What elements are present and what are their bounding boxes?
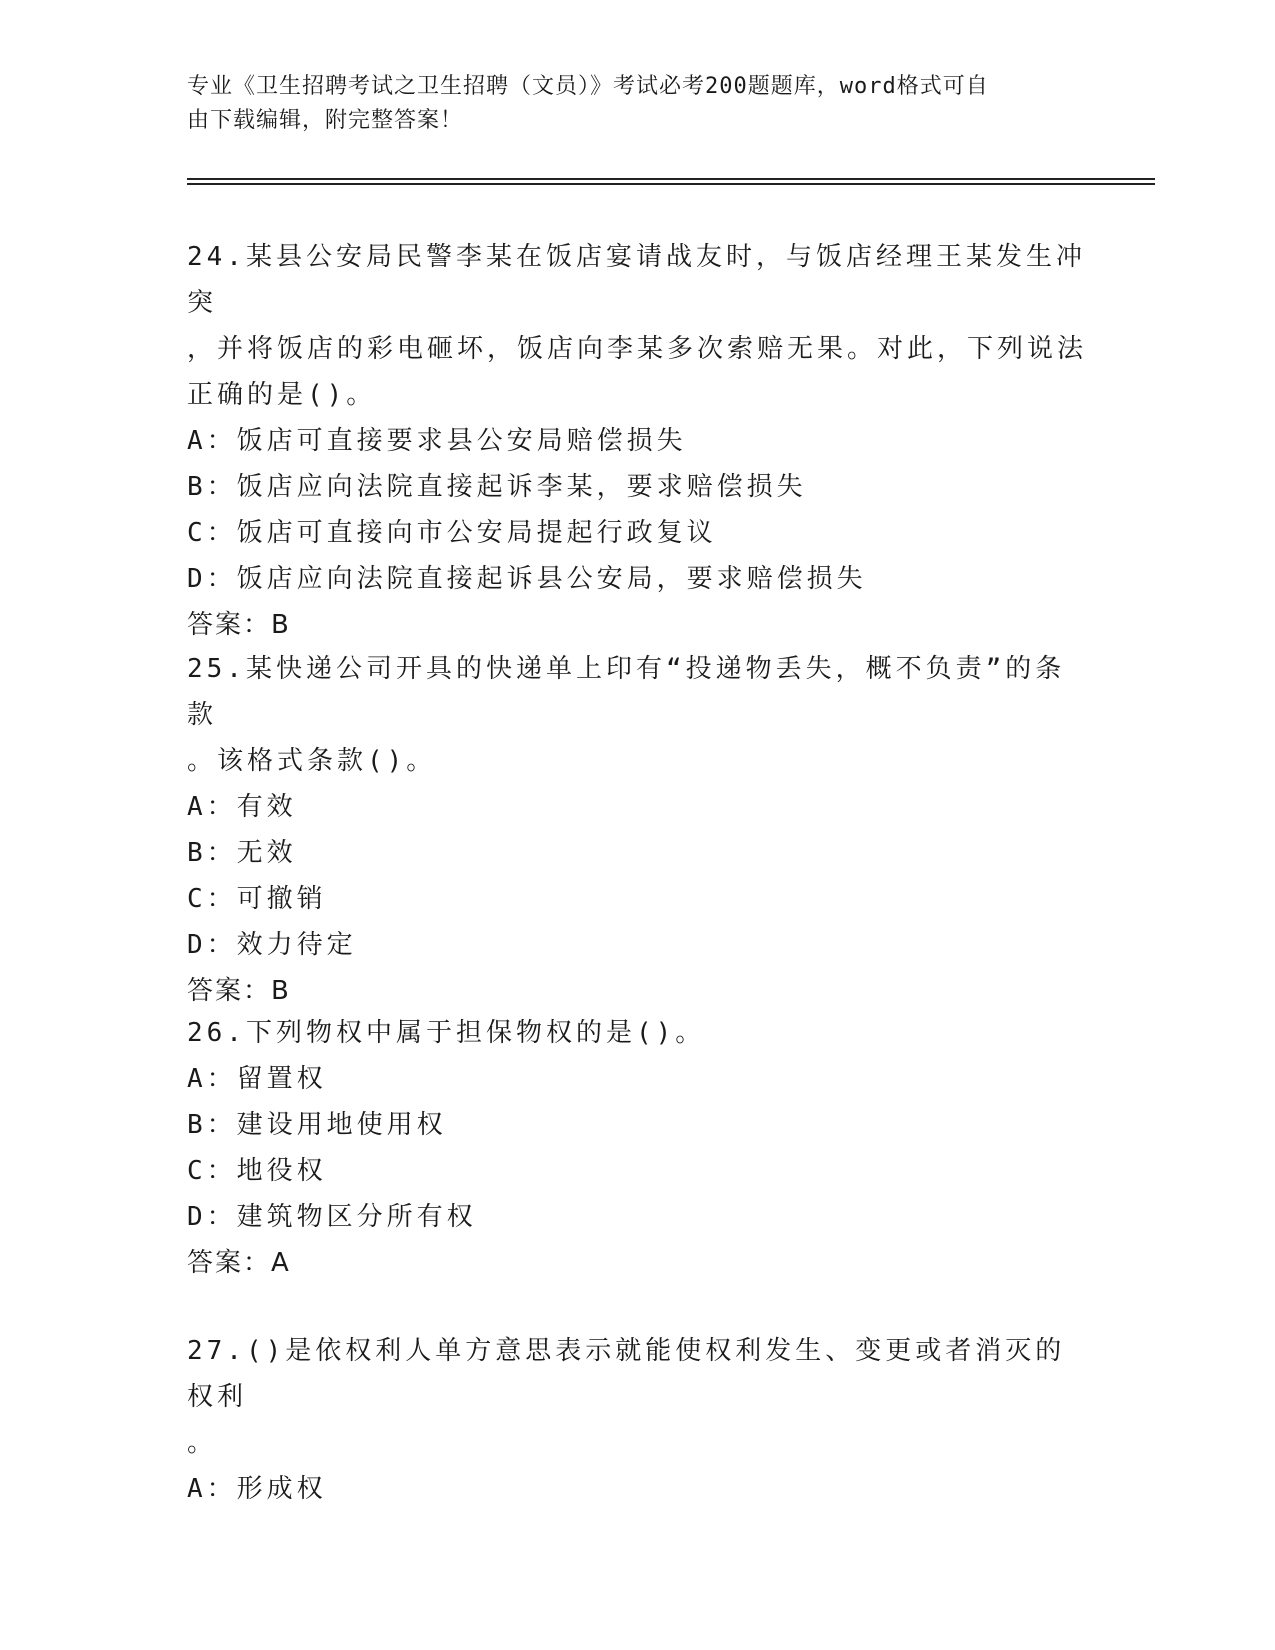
header-divider-bottom (187, 183, 1155, 185)
answer-line: 答案：A (187, 1248, 291, 1278)
question-stem-line: 26.下列物权中属于担保物权的是()。 (187, 1018, 706, 1048)
answer-line: 答案：B (187, 610, 291, 640)
option-c: C：饭店可直接向市公安局提起行政复议 (187, 518, 717, 548)
question-stem-line: 。该格式条款()。 (187, 746, 437, 776)
option-d: D：建筑物区分所有权 (187, 1202, 477, 1232)
header-divider-top (187, 178, 1155, 180)
question-stem-line: 25.某快递公司开具的快递单上印有“投递物丢失，概不负责”的条款 (187, 654, 1066, 730)
option-b: B：建设用地使用权 (187, 1110, 447, 1140)
question-25 (187, 646, 1087, 1014)
question-stem-line: 正确的是()。 (187, 380, 377, 410)
answer-line: 答案：B (187, 976, 291, 1006)
question-27 (187, 1328, 1087, 1512)
document-header (187, 70, 1067, 138)
option-d: D：效力待定 (187, 930, 357, 960)
question-stem-line: 24.某县公安局民警李某在饭店宴请战友时，与饭店经理王某发生冲突 (187, 242, 1086, 318)
option-a: A：饭店可直接要求县公安局赔偿损失 (187, 426, 687, 456)
question-26 (187, 1010, 1087, 1286)
header-line-1: 专业《卫生招聘考试之卫生招聘（文员）》考试必考200题题库，word格式可自 (187, 74, 989, 99)
question-stem-line: 27.()是依权利人单方意思表示就能使权利发生、变更或者消灭的权利 (187, 1336, 1066, 1412)
option-a: A：留置权 (187, 1064, 327, 1094)
question-24 (187, 234, 1087, 648)
option-c: C：地役权 (187, 1156, 327, 1186)
question-stem-line: ，并将饭店的彩电砸坏，饭店向李某多次索赔无果。对此，下列说法 (187, 334, 1088, 364)
option-b: B：无效 (187, 838, 297, 868)
option-c: C：可撤销 (187, 884, 327, 914)
option-a: A：有效 (187, 792, 297, 822)
header-line-2: 由下载编辑，附完整答案！ (187, 108, 464, 133)
option-b: B：饭店应向法院直接起诉李某，要求赔偿损失 (187, 472, 807, 502)
option-a: A：形成权 (187, 1474, 327, 1504)
option-d: D：饭店应向法院直接起诉县公安局，要求赔偿损失 (187, 564, 867, 594)
question-stem-line: 。 (187, 1428, 218, 1458)
